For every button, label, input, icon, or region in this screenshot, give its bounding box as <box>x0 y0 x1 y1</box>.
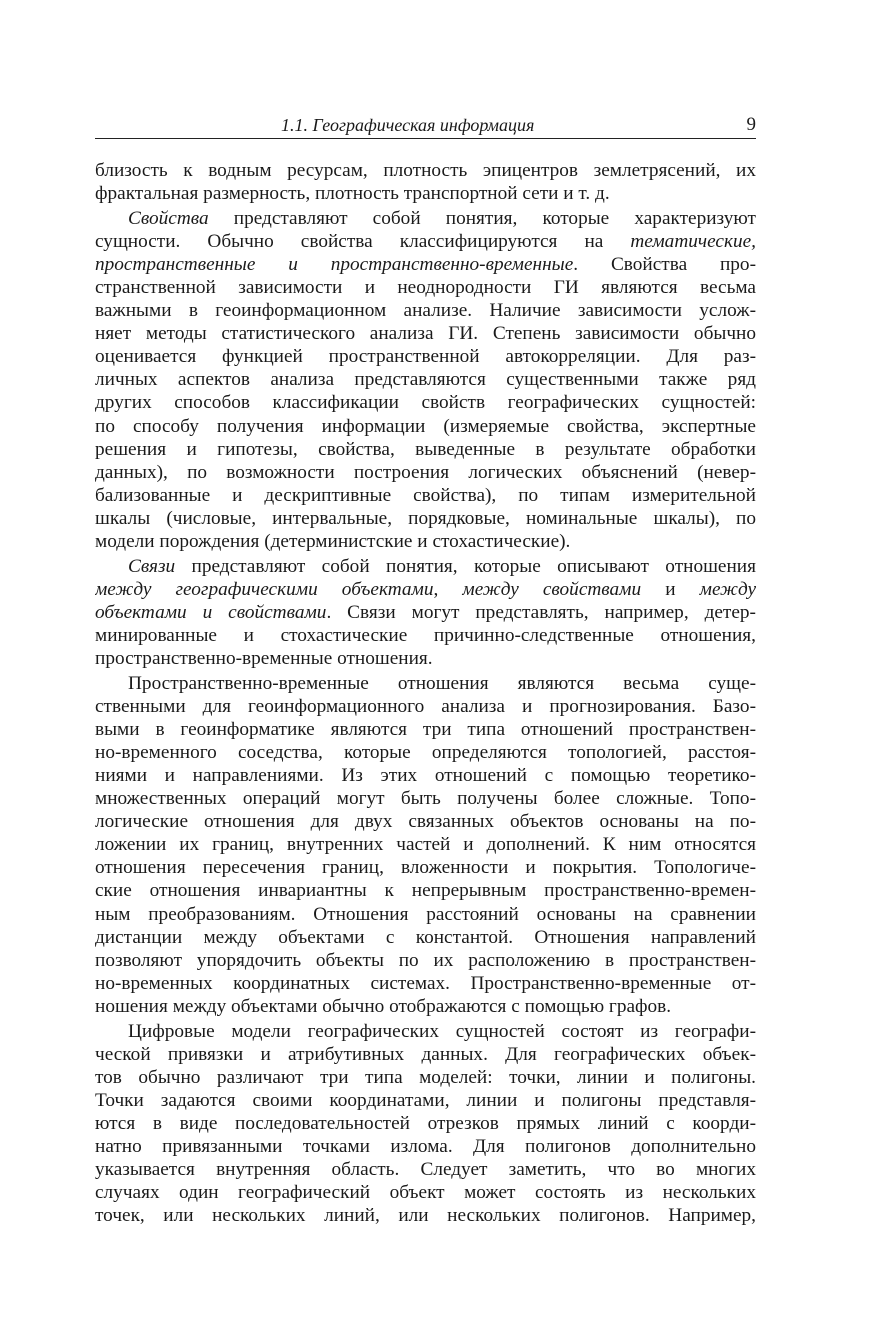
paragraph-0 <box>95 159 756 205</box>
paragraph-1 <box>95 207 756 553</box>
text-line: но-временных координатных системах. Пространственно-временные от- <box>95 972 756 994</box>
text-line: Точки задаются своими координатами, линии и полигоны представля- <box>95 1089 756 1111</box>
text-line: личных аспектов анализа представляются существенными также ряд <box>95 369 756 391</box>
text-line: других способов классификации свойств географических сущностей: <box>95 392 756 414</box>
text-line: странственной зависимости и неоднородности ГИ являются весьма <box>95 277 756 299</box>
text-line: няет методы статистического анализа ГИ. Степень зависимости обычно <box>95 323 756 345</box>
text-line: пространственные и пространственно-временные. Свойства про- <box>95 254 756 276</box>
page-body <box>95 159 756 1227</box>
page-number: 9 <box>746 114 756 135</box>
text-line: пространственно-временные отношения. <box>95 647 433 669</box>
text-line: позволяют упорядочить объекты по их расположению в пространствен- <box>95 949 756 971</box>
text-line: ным преобразованиям. Отношения расстояний основаны на сравнении <box>95 903 756 925</box>
text-line: ношения между объектами обычно отображаются с помощью графов. <box>95 995 672 1017</box>
running-title: 1.1. Географическая информация <box>281 115 535 135</box>
italic-term: Связи <box>128 555 176 577</box>
text-line: указывается внутренняя область. Следует заметить, что во многих <box>95 1159 756 1181</box>
paragraph-4 <box>95 1020 756 1227</box>
text-line: точек, или нескольких линий, или нескольких полигонов. Например, <box>95 1205 756 1227</box>
text-line: шкалы (числовые, интервальные, порядковые, номинальные шкалы), по <box>95 507 756 529</box>
text-line: ложении их границ, внутренних частей и дополнений. К ним относятся <box>95 834 756 856</box>
italic-term: между географическими объектами <box>95 578 434 600</box>
italic-term: пространственные и пространственно-временные <box>95 254 574 276</box>
text-line: случаях один географический объект может состоять из нескольких <box>95 1182 756 1204</box>
paragraph-3 <box>95 672 756 1018</box>
text-line: бализованные и дескриптивные свойства), по типам измерительной <box>95 484 756 506</box>
text-line: тов обычно различают три типа моделей: точки, линии и полигоны. <box>95 1066 756 1088</box>
text-line: отношения пересечения границ, вложенности и покрытия. Топологиче- <box>95 857 756 879</box>
text-line: сущности. Обычно свойства классифицируются на тематические, <box>95 231 756 253</box>
text-line: Цифровые модели географических сущностей состоят из географи- <box>128 1020 756 1042</box>
running-header <box>95 114 756 139</box>
text-line: ственными для геоинформационного анализа и прогнозирования. Базо- <box>95 696 756 718</box>
italic-term: объектами и свойствами <box>95 601 327 623</box>
italic-term: тематические, <box>630 231 756 253</box>
text-line: ские отношения инвариантны к непрерывным пространственно-времен- <box>95 880 756 902</box>
text-line: по способу получения информации (измеряемые свойства, экспертные <box>95 415 756 437</box>
text-line: ниями и направлениями. Из этих отношений с помощью теоретико- <box>95 765 756 787</box>
italic-term: Свойства <box>128 208 209 230</box>
text-line: решения и гипотезы, свойства, выведенные в результате обработки <box>95 438 756 460</box>
text-line: натно привязанными точками излома. Для полигонов дополнительно <box>95 1135 756 1157</box>
text-line: ются в виде последовательностей отрезков прямых линий с коорди- <box>95 1112 756 1134</box>
text-line: фрактальная размерность, плотность транспортной сети и т. д. <box>95 183 610 205</box>
text-line: множественных операций могут быть получены более сложные. Топо- <box>95 788 756 810</box>
text-line: логические отношения для двух связанных объектов основаны на по- <box>95 811 756 833</box>
text-line: данных), по возможности построения логических объяснений (невер- <box>95 461 756 483</box>
paragraph-2 <box>95 555 756 670</box>
text-line: оценивается функцией пространственной автокорреляции. Для раз- <box>95 346 756 368</box>
text-line: выми в геоинформатике являются три типа отношений пространствен- <box>95 719 756 741</box>
text-line: ческой привязки и атрибутивных данных. Для географических объек- <box>95 1043 756 1065</box>
text-line: важными в геоинформационном анализе. Наличие зависимости услож- <box>95 300 756 322</box>
text-line: модели порождения (детерминистские и стохастические). <box>95 530 571 552</box>
text-line: дистанции между объектами с константой. Отношения направлений <box>95 926 756 948</box>
text-line: Связи представляют собой понятия, которые описывают отношения <box>128 555 756 577</box>
italic-term: между свойствами <box>462 578 642 600</box>
text-line: между географическими объектами, между свойствами и между <box>95 578 756 600</box>
text-line: минированные и стохастические причинно-следственные отношения, <box>95 624 756 646</box>
text-line: Пространственно-временные отношения являются весьма суще- <box>128 673 756 695</box>
text-line: Свойства представляют собой понятия, которые характеризуют <box>128 208 756 230</box>
text-line: но-временного соседства, которые определяются топологией, расстоя- <box>95 742 756 764</box>
italic-term: между <box>699 578 756 600</box>
text-line: объектами и свойствами. Связи могут представлять, например, детер- <box>95 601 756 623</box>
text-line: близость к водным ресурсам, плотность эпицентров землетрясений, их <box>95 160 756 181</box>
